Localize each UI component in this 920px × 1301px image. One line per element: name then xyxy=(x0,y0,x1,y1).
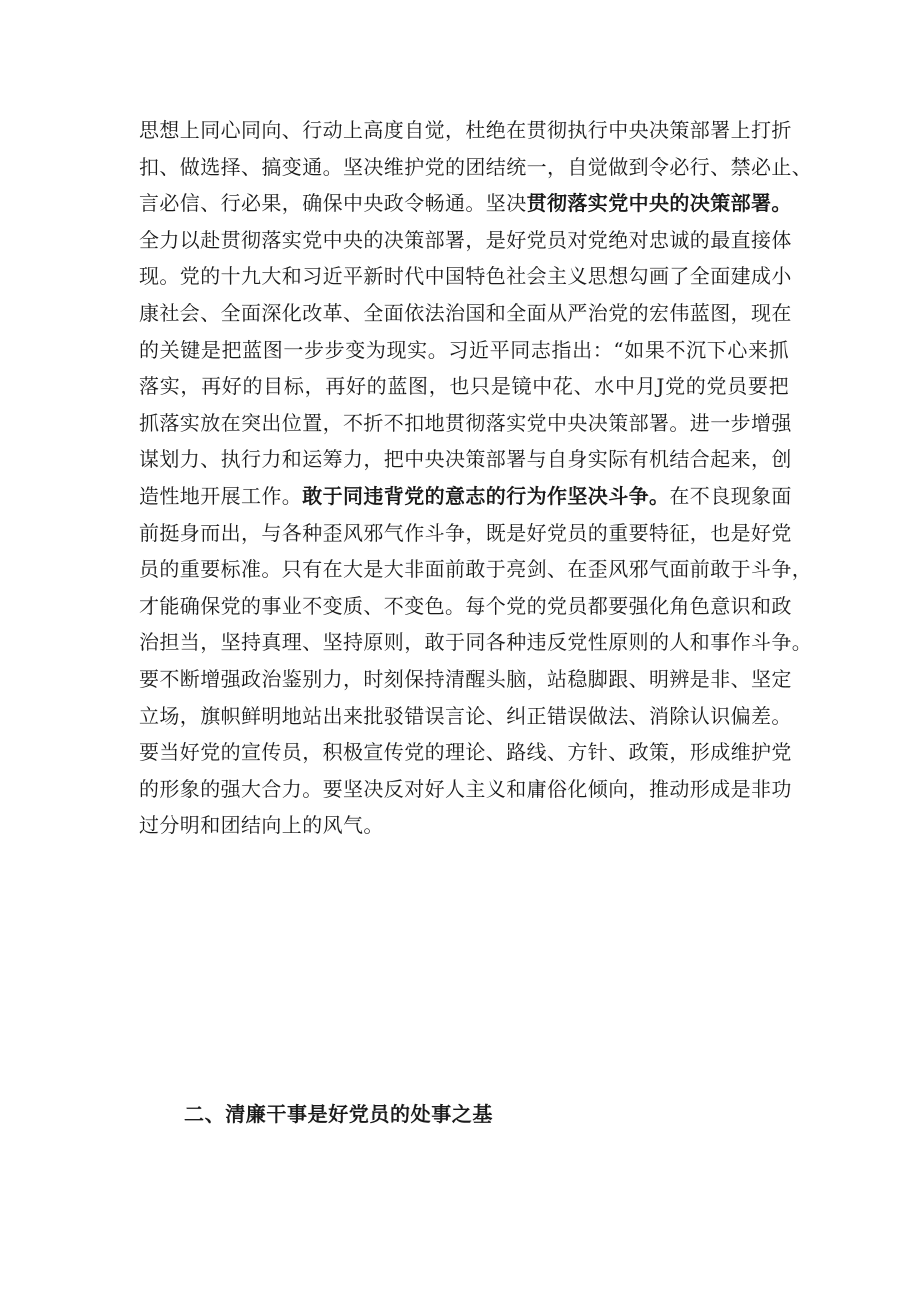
text-line xyxy=(139,807,789,844)
text-line xyxy=(139,332,789,369)
text-line xyxy=(139,295,792,332)
text-segment: 要当好党的宣传员，积极宣传党的理论、路线、方针、政策，形成维护党 xyxy=(139,740,792,765)
text-line xyxy=(139,405,792,442)
text-line xyxy=(139,441,792,478)
text-line xyxy=(139,515,792,552)
text-segment: 员的重要标准。只有在大是大非面前敢于亮剑、在歪风邪气面前敢于斗争， xyxy=(139,557,813,582)
text-segment: 的形象的强大合力。要坚决反对好人主义和庸俗化倾向，推动形成是非功 xyxy=(139,776,792,801)
text-segment: 思想上同心同向、行动上高度自觉，杜绝在贯彻执行中央决策部署上打折 xyxy=(139,118,792,142)
text-segment: 的关键是把蓝图一步步变为现实。习近平同志指出：“如果不沉下心来抓 xyxy=(139,337,789,362)
text-segment: 才能确保党的事业不变质、不变色。每个党的党员都要强化角色意识和政 xyxy=(139,593,792,618)
text-segment: 在不良现象面 xyxy=(669,483,792,508)
text-segment: 过分明和团结向上的风气。 xyxy=(139,813,384,838)
text-segment: 扣、做选择、搞变通。坚决维护党的团结统一，自觉做到令必行、禁必止、 xyxy=(139,154,813,179)
text-segment: 要不断增强政治鉴别力，时刻保持清醒头脑，站稳脚跟、明辨是非、坚定 xyxy=(139,666,792,691)
text-segment: 造性地开展工作。 xyxy=(139,483,303,508)
text-line xyxy=(139,258,792,295)
bold-subheading: 敢于同违背党的意志的行为作坚决斗争。 xyxy=(302,483,670,508)
text-segment: 前挺身而出，与各种歪风邪气作斗争，既是好党员的重要特征，也是好党 xyxy=(139,520,792,545)
text-line xyxy=(139,771,792,808)
text-line xyxy=(139,698,792,735)
text-segment: 康社会、全面深化改革、全面依法治国和全面从严治党的宏伟蓝图，现在 xyxy=(139,300,792,325)
text-segment: 落实，再好的目标，再好的蓝图，也只是镜中花、水中月J党的党员要把 xyxy=(139,374,789,399)
text-line xyxy=(139,734,792,771)
text-line xyxy=(139,588,792,625)
text-segment: 立场，旗帜鲜明地站出来批驳错误言论、纠正错误做法、消除认识偏差。 xyxy=(139,703,792,728)
section-heading: 二、清廉干事是好党员的处事之基 xyxy=(184,1102,493,1126)
body-paragraph xyxy=(139,112,813,844)
text-line xyxy=(139,222,792,259)
text-line xyxy=(139,624,813,661)
text-segment: 谋划力、执行力和运筹力，把中央决策部署与自身实际有机结合起来，创 xyxy=(139,447,792,472)
text-line xyxy=(139,368,789,405)
text-segment: 治担当，坚持真理、坚持原则，敢于同各种违反党性原则的人和事作斗争。 xyxy=(139,630,813,655)
text-segment: 现。党的十九大和习近平新时代中国特色社会主义思想勾画了全面建成小 xyxy=(139,264,792,289)
text-line xyxy=(139,478,792,515)
text-line xyxy=(139,149,813,186)
bold-subheading: 贯彻落实党中央的决策部署。 xyxy=(526,191,792,216)
text-line xyxy=(139,112,792,149)
text-line xyxy=(139,661,792,698)
text-line xyxy=(139,551,813,588)
text-segment: 全力以赴贯彻落实党中央的决策部署，是好党员对党绝对忠诚的最直接体 xyxy=(139,227,792,252)
text-segment: 抓落实放在突出位置，不折不扣地贯彻落实党中央决策部署。进一步增强 xyxy=(139,410,792,435)
text-line xyxy=(139,185,792,222)
text-segment: 言必信、行必果，确保中央政令畅通。坚决 xyxy=(139,191,527,216)
